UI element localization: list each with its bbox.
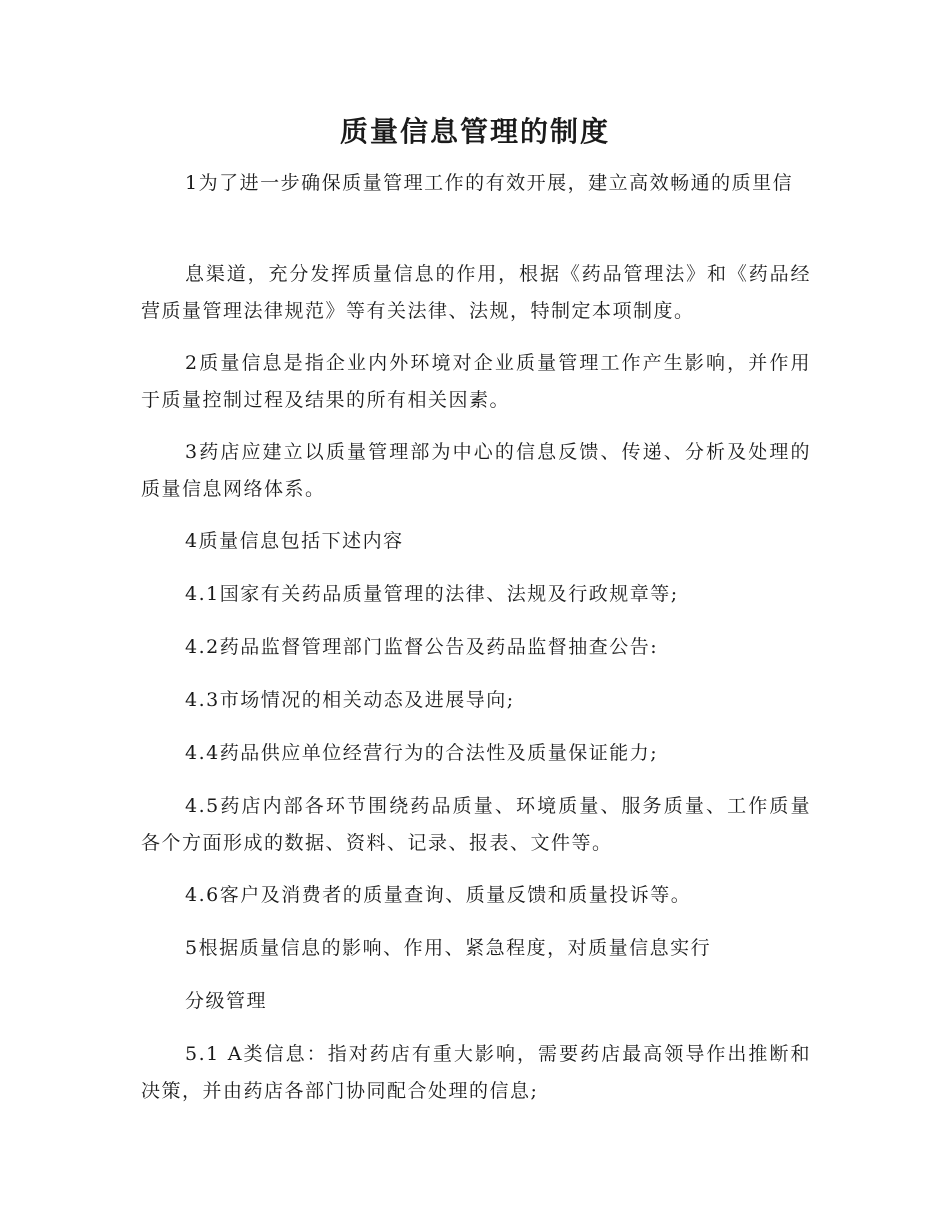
paragraph-4-3: 4.3市场情况的相关动态及进展导向; — [185, 689, 515, 711]
paragraph-4: 4质量信息包括下述内容 — [185, 530, 404, 552]
paragraph-5: 5根据质量信息的影响、作用、紧急程度，对质量信息实行 — [185, 937, 712, 959]
paragraph-4-2: 4.2药品监督管理部门监督公告及药品监督抽查公告: — [185, 636, 659, 658]
paragraph-5-continued: 分级管理 — [185, 990, 268, 1012]
document-title: 质量信息管理的制度 — [339, 115, 610, 148]
paragraph-3: 3药店应建立以质量管理部为中心的信息反馈、传递、分析及处理的质量信息网络体系。 — [141, 441, 811, 500]
paragraph-1-continued: 息渠道，充分发挥质量信息的作用，根据《药品管理法》和《药品经营质量管理法律规范》等有关法律、法规，特制定本项制度。 — [141, 263, 811, 322]
paragraph-4-6: 4.6客户及消费者的质量查询、质量反馈和质量投诉等。 — [185, 884, 692, 906]
paragraph-1: 1为了进一步确保质量管理工作的有效开展，建立高效畅通的质里信 — [185, 172, 794, 194]
paragraph-4-5: 4.5药店内部各环节围绕药品质量、环境质量、服务质量、工作质量各个方面形成的数据、资料、记录、报表、文件等。 — [141, 795, 811, 854]
paragraph-2: 2质量信息是指企业内外环境对企业质量管理工作产生影响，并作用于质量控制过程及结果的所有相关因素。 — [141, 352, 811, 411]
paragraph-4-4: 4.4药品供应单位经营行为的合法性及质量保证能力; — [185, 742, 659, 764]
paragraph-4-1: 4.1国家有关药品质量管理的法律、法规及行政规章等; — [185, 583, 679, 605]
paragraph-5-1: 5.1 A类信息：指对药店有重大影响，需要药店最高领导作出推断和决策，并由药店各部门协同配合处理的信息; — [141, 1043, 811, 1102]
